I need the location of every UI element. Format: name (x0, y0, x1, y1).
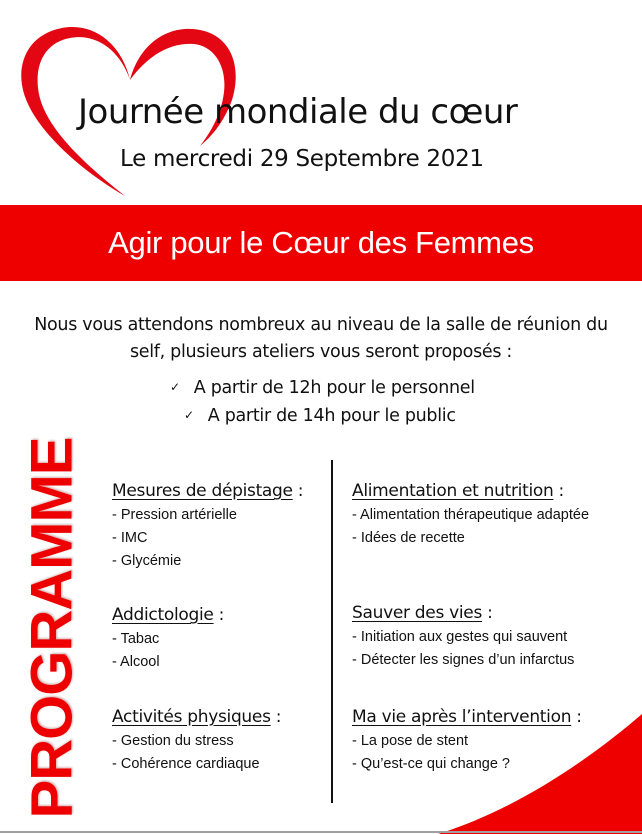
section-mesures-depistage (112, 481, 303, 573)
section-item: - Qu’est-ce qui change ? (352, 756, 510, 772)
checkmark-icon: ✓ (184, 408, 194, 422)
section-heading: Addictologie : (112, 605, 225, 625)
section-item: - Idées de recette (352, 530, 465, 546)
programme-vertical-label: PROGRAMME (19, 437, 85, 819)
schedule-item-text: A partir de 12h pour le personnel (193, 378, 475, 398)
section-item: - Initiation aux gestes qui sauvent (352, 629, 568, 645)
section-item: - Alcool (112, 654, 160, 670)
section-heading: Mesures de dépistage : (112, 481, 304, 501)
section-sauver-des-vies (352, 603, 574, 672)
event-title: Journée mondiale du cœur (78, 92, 518, 132)
checkmark-icon: ✓ (170, 380, 180, 394)
intro-text (0, 312, 642, 366)
section-addictologie (112, 605, 224, 674)
event-date: Le mercredi 29 Septembre 2021 (120, 146, 484, 172)
theme-banner-text: Agir pour le Cœur des Femmes (108, 225, 534, 260)
section-item: - Détecter les signes d’un infarctus (352, 652, 575, 668)
schedule-item-text: A partir de 14h pour le public (207, 406, 456, 426)
section-item: - Tabac (112, 631, 160, 647)
corner-swoosh-decoration (422, 714, 642, 834)
schedule-item (170, 378, 475, 398)
section-heading: Ma vie après l’intervention : (352, 707, 582, 727)
section-item: - La pose de stent (352, 733, 469, 749)
theme-banner (0, 205, 642, 281)
intro-line-1: Nous vous attendons nombreux au niveau de la salle de réunion du (34, 315, 608, 335)
section-item: - Alimentation thérapeutique adaptée (352, 507, 590, 523)
section-item: - Gestion du stress (112, 733, 234, 749)
section-alimentation-nutrition (352, 481, 589, 550)
schedule-item (184, 406, 456, 426)
section-item: - Glycémie (112, 553, 182, 569)
section-activites-physiques (112, 707, 281, 776)
section-heading: Activités physiques : (112, 707, 282, 727)
section-heading: Alimentation et nutrition : (352, 481, 564, 501)
section-item: - IMC (112, 530, 148, 546)
intro-line-2: self, plusieurs ateliers vous seront proposés : (129, 342, 513, 362)
section-item: - Pression artérielle (112, 507, 237, 523)
bottom-border (0, 831, 642, 833)
section-item: - Cohérence cardiaque (112, 756, 260, 772)
column-divider (331, 460, 333, 803)
section-heading: Sauver des vies : (352, 603, 493, 623)
